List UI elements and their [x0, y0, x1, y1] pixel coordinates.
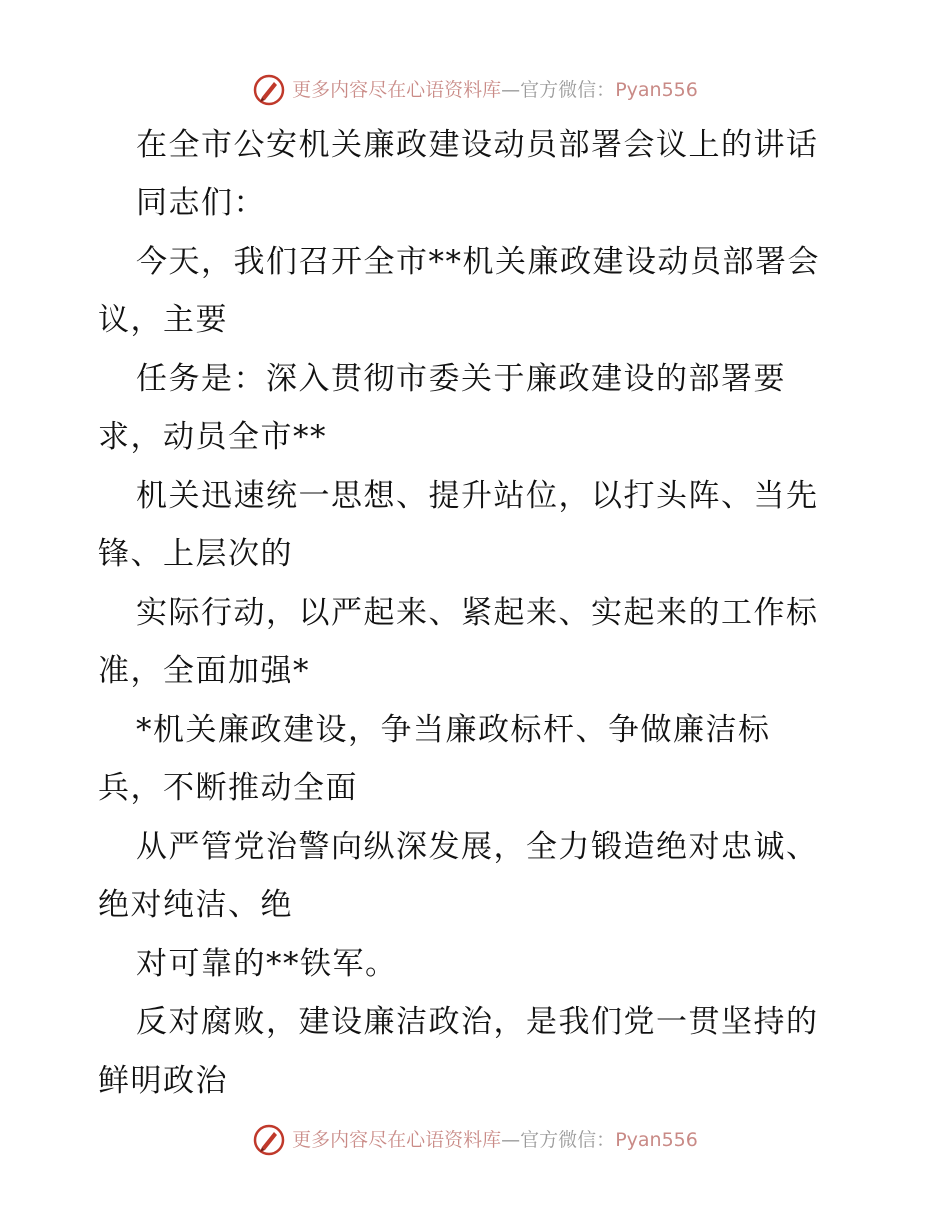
text-line: 鲜明政治 [98, 1063, 228, 1099]
footer-watermark [0, 1120, 950, 1160]
text-line: 实际行动，以严起来、紧起来、实起来的工作标 [136, 595, 819, 631]
watermark-text [292, 1128, 698, 1151]
watermark-dash: — [501, 78, 521, 101]
document-title: 在全市公安机关廉政建设动员部署会议上的讲话 [136, 127, 819, 163]
watermark-site: 更多内容尽在心语资料库 [292, 78, 502, 101]
watermark-label: 官方微信： [520, 1128, 616, 1151]
watermark-wechat-id: Pyan556 [615, 1128, 698, 1151]
text-line: 绝对纯洁、绝 [98, 887, 293, 923]
pen-logo-icon [252, 73, 286, 107]
watermark-label: 官方微信： [520, 78, 616, 101]
text-line: 准，全面加强* [98, 653, 310, 689]
text-line: 今天，我们召开全市**机关廉政建设动员部署会 [136, 244, 820, 280]
text-line: 任务是：深入贯彻市委关于廉政建设的部署要 [136, 361, 786, 397]
pen-logo-icon [252, 1123, 286, 1157]
text-line: 锋、上层次的 [98, 536, 293, 572]
watermark-site: 更多内容尽在心语资料库 [292, 1128, 502, 1151]
salutation: 同志们： [136, 185, 266, 221]
text-line: 议，主要 [98, 302, 228, 338]
text-line: *机关廉政建设，争当廉政标杆、争做廉洁标 [136, 712, 771, 748]
watermark-dash: — [501, 1128, 521, 1151]
text-line: 兵，不断推动全面 [98, 770, 358, 806]
text-line: 对可靠的**铁军。 [136, 946, 398, 982]
text-line: 求，动员全市** [98, 419, 327, 455]
watermark-text [292, 78, 698, 101]
watermark-wechat-id: Pyan556 [615, 78, 698, 101]
text-line: 机关迅速统一思想、提升站位，以打头阵、当先 [136, 478, 819, 514]
header-watermark [0, 70, 950, 110]
text-line: 从严管党治警向纵深发展，全力锻造绝对忠诚、 [136, 829, 819, 865]
text-line: 反对腐败，建设廉洁政治，是我们党一贯坚持的 [136, 1004, 819, 1040]
